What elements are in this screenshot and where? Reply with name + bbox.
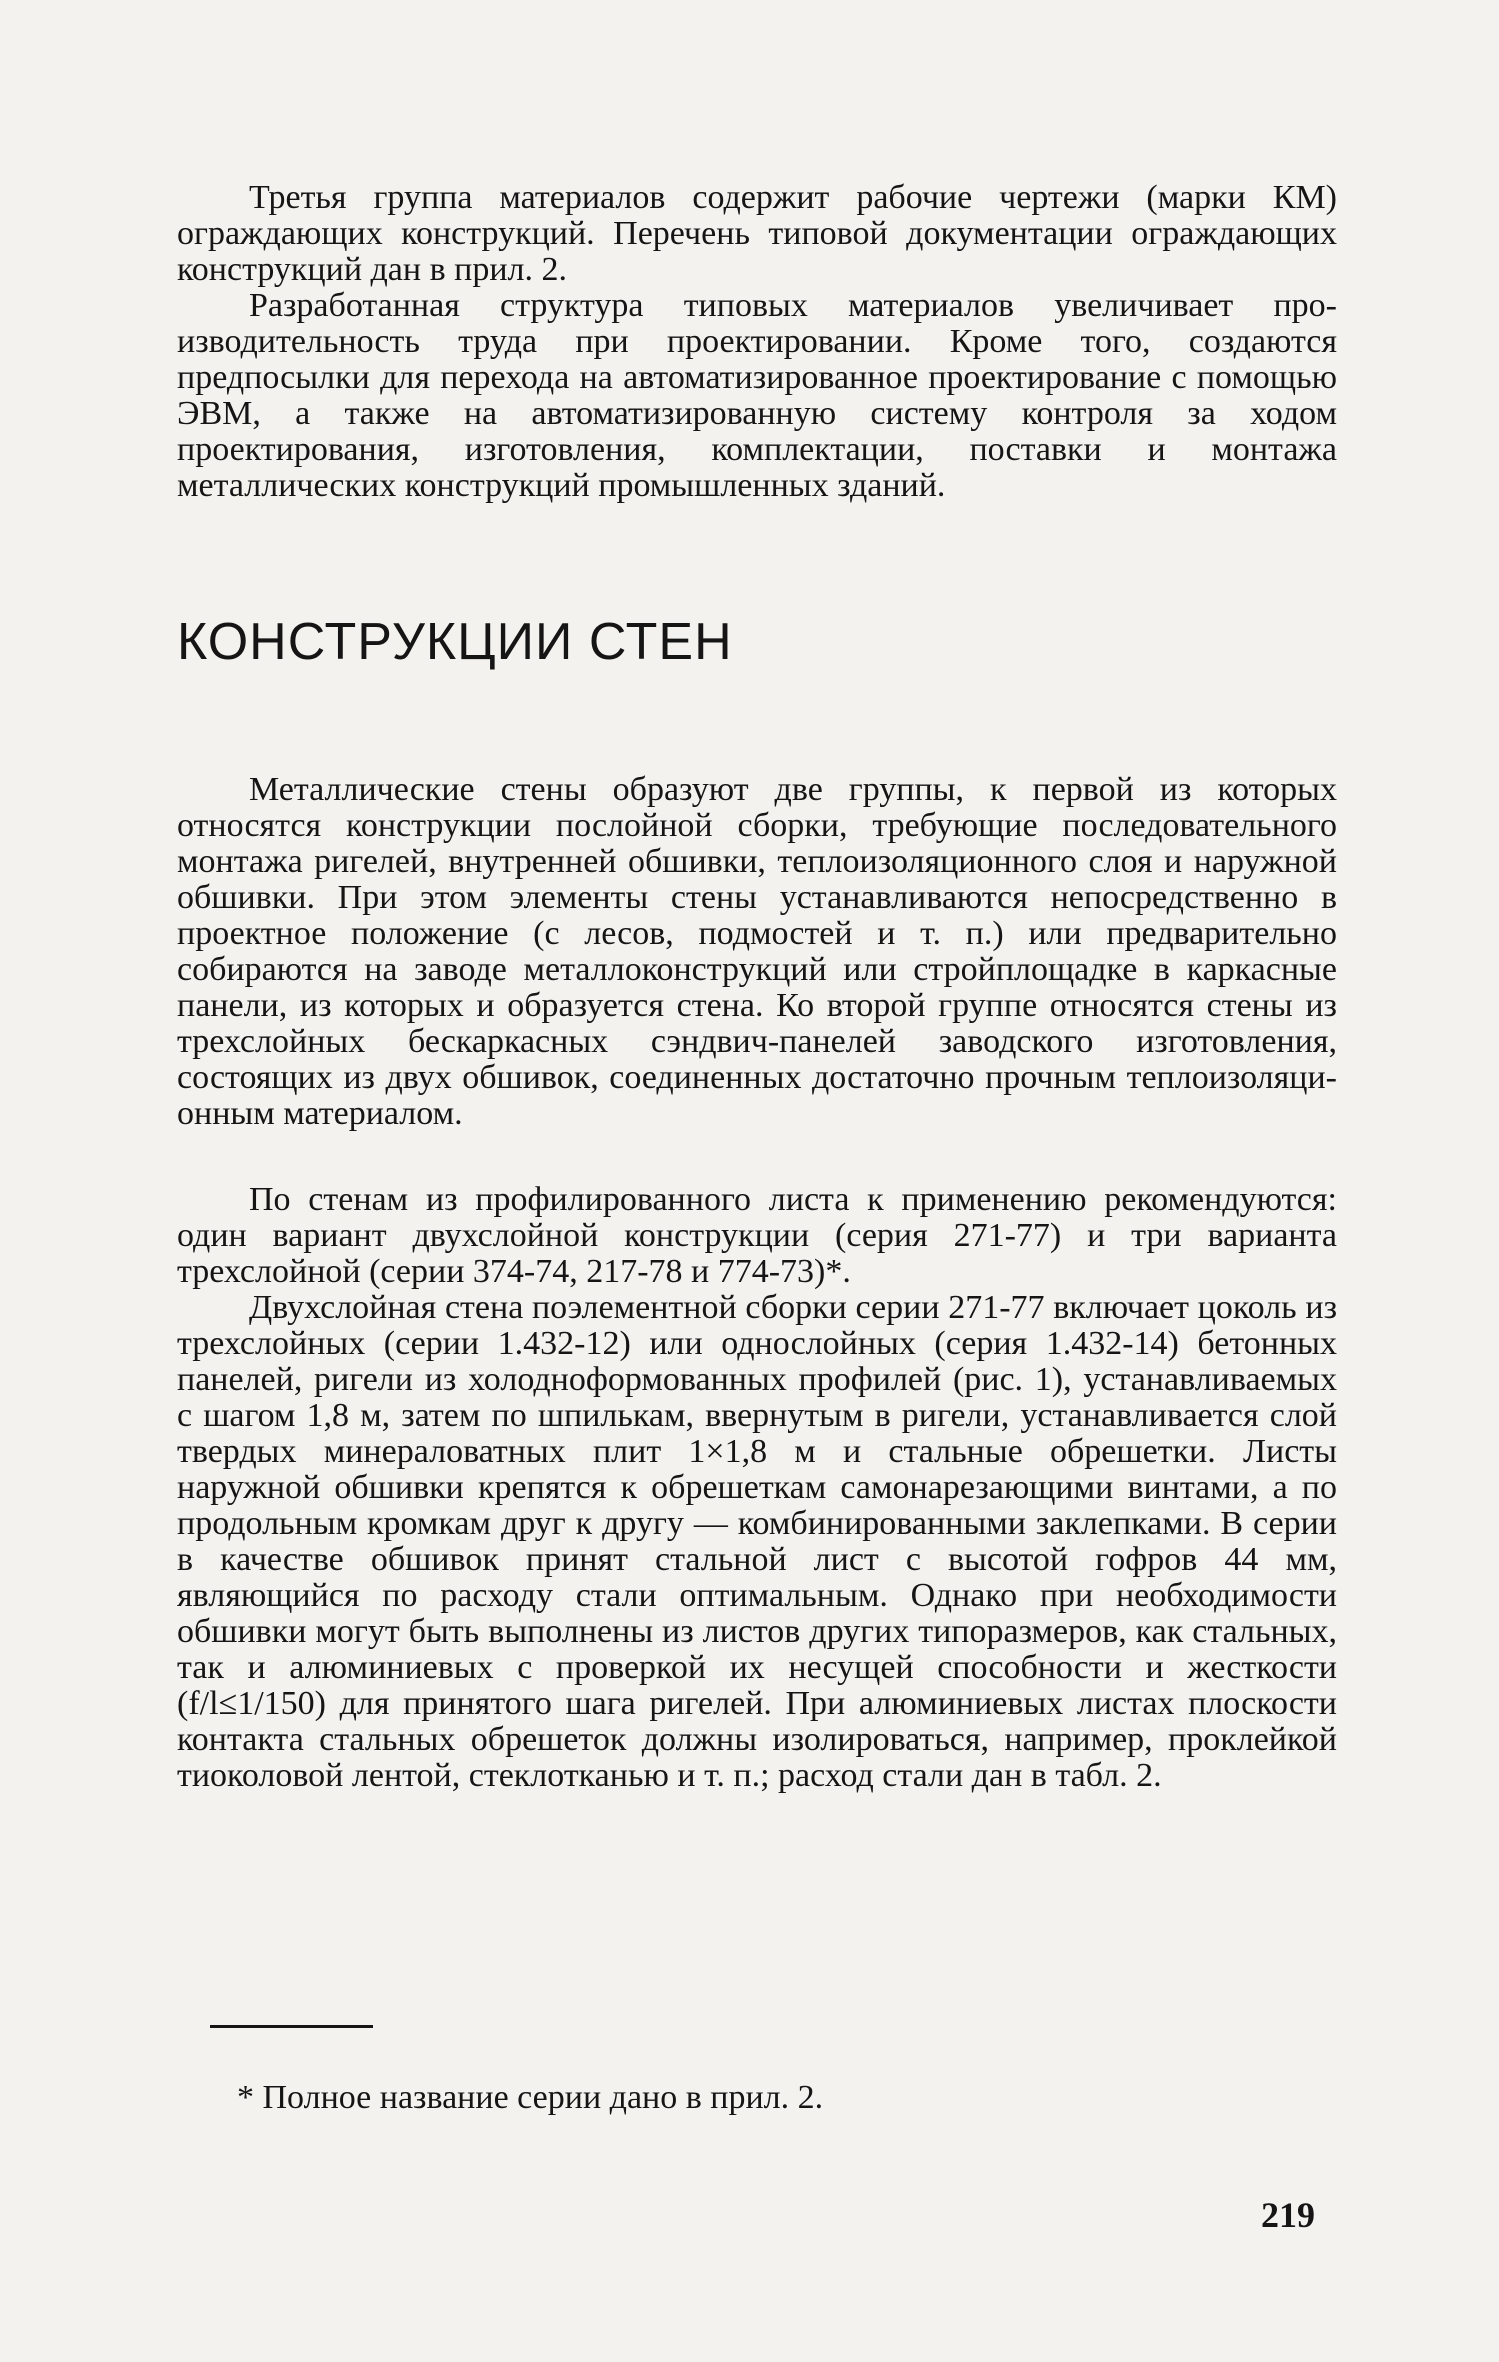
paragraph-structure-productivity: Разработанная структура типовых материалов увеличивает производительность труда при проектировании. Кроме того, создаются предпосылки для перехода на автоматизированное проектирование с помощью ЭВМ, а также на автоматизированную систему контроля за ходом проектирования, изготовления, комплектации, поставки и монтажа металлических конструкций промышленных зданий. bbox=[177, 287, 1337, 504]
paragraph-profiled-sheet-walls: По стенам из профилированного листа к применению рекомендуются: один вариант двухслойной конструкции (серия 271-77) и три варианта трехслойной (серии 374-74, 217-78 и 774-73)*. bbox=[177, 1181, 1337, 1290]
section-heading: КОНСТРУКЦИИ СТЕН bbox=[177, 613, 733, 671]
footnote: * Полное название серии дано в прил. 2. bbox=[237, 2079, 824, 2116]
page-number: 219 bbox=[1261, 2195, 1315, 2235]
footnote-divider bbox=[210, 2025, 373, 2028]
paragraph-two-layer-wall: Двухслойная стена поэлементной сборки серии 271-77 включает цоколь из трехслойных (серии 1.432-12) или однослойных (серия 1.432-14) бетонных панелей, ригели из холоднoформованных профилей (рис. 1), устанавливаемых с шагом 1,8 м, затем по шпилькам, ввернутым в ригели, устанавливается слой твердых минераловатных плит 1×1,8 м и стальные обрешетки. Листы наружной обшивки крепятся к обрешеткам самонарезающими винтами, а по продольным кромкам друг к другу — комбинированными заклепками. В серии в качестве обшивок принят стальной лист с высотой гофров 44 мм, являющийся по расходу стали оптимальным. Однако при необходимости обшивки могут быть выполнены из листов других типоразмеров, как стальных, так и алюминиевых с проверкой их несущей способности и жесткости (f/l≤1/150) для принятого шага ригелей. При алюминиевых листах плоскости контакта стальных обрешеток должны изолироваться, например, проклейкой тиоколовой лентой, стеклотканью и т. п.; расход стали дан в табл. 2. bbox=[177, 1289, 1337, 1794]
paragraph-metal-walls-groups: Металлические стены образуют две группы, к первой из которых относятся конструкции послойной сборки, требующие последовательного монтажа ригелей, внутренней обшивки, теплоизоляционного слоя и наружной обшивки. При этом элементы стены устанавливаются непосредственно в проектное положение (с лесов, подмостей и т. п.) или предварительно собираются на заводе металлоконструкций или стройплощадке в каркасные панели, из которых и образуется стена. Ко второй группе относятся стены из трехслойных бескаркасных сэндвич-панелей заводского изготовления, состоящих из двух обшивок, соединенных достаточно прочным теплоизоляционным материалом. bbox=[177, 771, 1337, 1132]
paragraph-typical-drawings: Третья группа материалов содержит рабочие чертежи (марки КМ) ограждающих конструкций. Перечень типовой документации ограждающих конструкций дан в прил. 2. bbox=[177, 179, 1337, 288]
